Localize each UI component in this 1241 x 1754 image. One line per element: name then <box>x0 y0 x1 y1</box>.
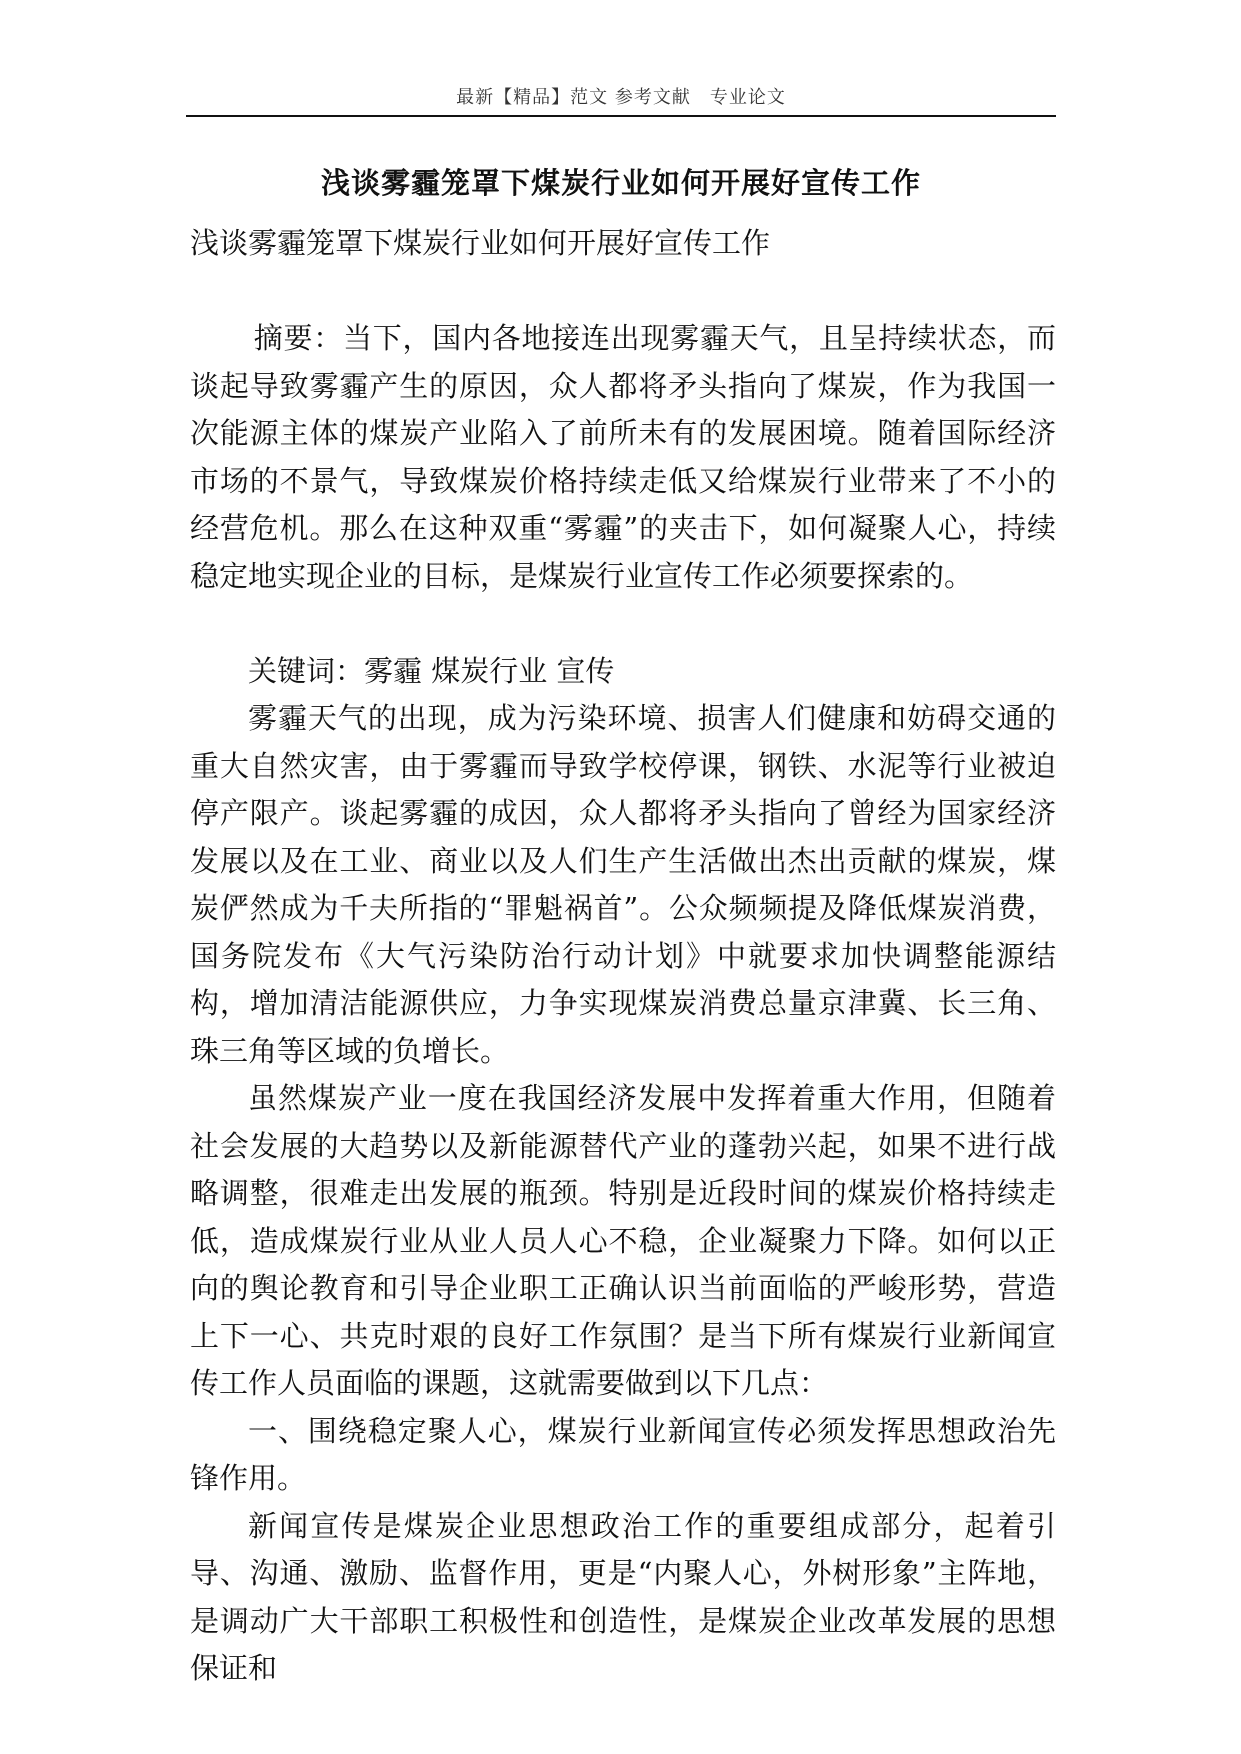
document-title: 浅谈雾霾笼罩下煤炭行业如何开展好宣传工作 <box>320 166 921 200</box>
body-paragraph: 新闻宣传是煤炭企业思想政治工作的重要组成部分，起着引导、沟通、激励、监督作用，更是“内聚人心，外树形象”主阵地，是调动广大干部职工积极性和创造性，是煤炭企业改革发展的思想保证和 <box>190 1508 1056 1685</box>
running-header: 最新【精品】范文 参考文献 专业论文 <box>456 87 786 108</box>
header-rule <box>186 115 1056 117</box>
body-paragraph: 虽然煤炭产业一度在我国经济发展中发挥着重大作用，但随着社会发展的大趋势以及新能源替代产业的蓬勃兴起，如果不进行战略调整，很难走出发展的瓶颈。特别是近段时间的煤炭价格持续走低，造成煤炭行业从业人员人心不稳，企业凝聚力下降。如何以正向的舆论教育和引导企业职工正确认识当前面临的严峻形势，营造上下一心、共克时艰的良好工作氛围？是当下所有煤炭行业新闻宣传工作人员面临的课题，这就需要做到以下几点： <box>190 1081 1056 1400</box>
section-heading: 一、围绕稳定聚人心，煤炭行业新闻宣传必须发挥思想政治先锋作用。 <box>190 1413 1056 1495</box>
keywords-line: 关键词：雾霾 煤炭行业 宣传 <box>248 653 615 688</box>
blank-line <box>190 600 1056 648</box>
body-paragraph: 雾霾天气的出现，成为污染环境、损害人们健康和妨碍交通的重大自然灾害，由于雾霾而导致学校停课，钢铁、水泥等行业被迫停产限产。谈起雾霾的成因，众人都将矛头指向了曾经为国家经济发展以及在工业、商业以及人们生产生活做出杰出贡献的煤炭，煤炭俨然成为千夫所指的“罪魁祸首”。公众频频提及降低煤炭消费，国务院发布《大气污染防治行动计划》中就要求加快调整能源结构，增加清洁能源供应，力争实现煤炭消费总量京津冀、长三角、珠三角等区域的负增长。 <box>190 701 1056 1068</box>
document-subtitle: 浅谈雾霾笼罩下煤炭行业如何开展好宣传工作 <box>190 226 771 260</box>
document-body <box>190 220 1056 1693</box>
blank-line <box>190 268 1056 316</box>
abstract-paragraph: 摘要：当下，国内各地接连出现雾霾天气，且呈持续状态，而谈起导致雾霾产生的原因，众人都将矛头指向了煤炭，作为我国一次能源主体的煤炭产业陷入了前所未有的发展困境。随着国际经济市场的不景气，导致煤炭价格持续走低又给煤炭行业带来了不小的经营危机。那么在这种双重“雾霾”的夹击下，如何凝聚人心，持续稳定地实现企业的目标，是煤炭行业宣传工作必须要探索的。 <box>190 321 1056 593</box>
